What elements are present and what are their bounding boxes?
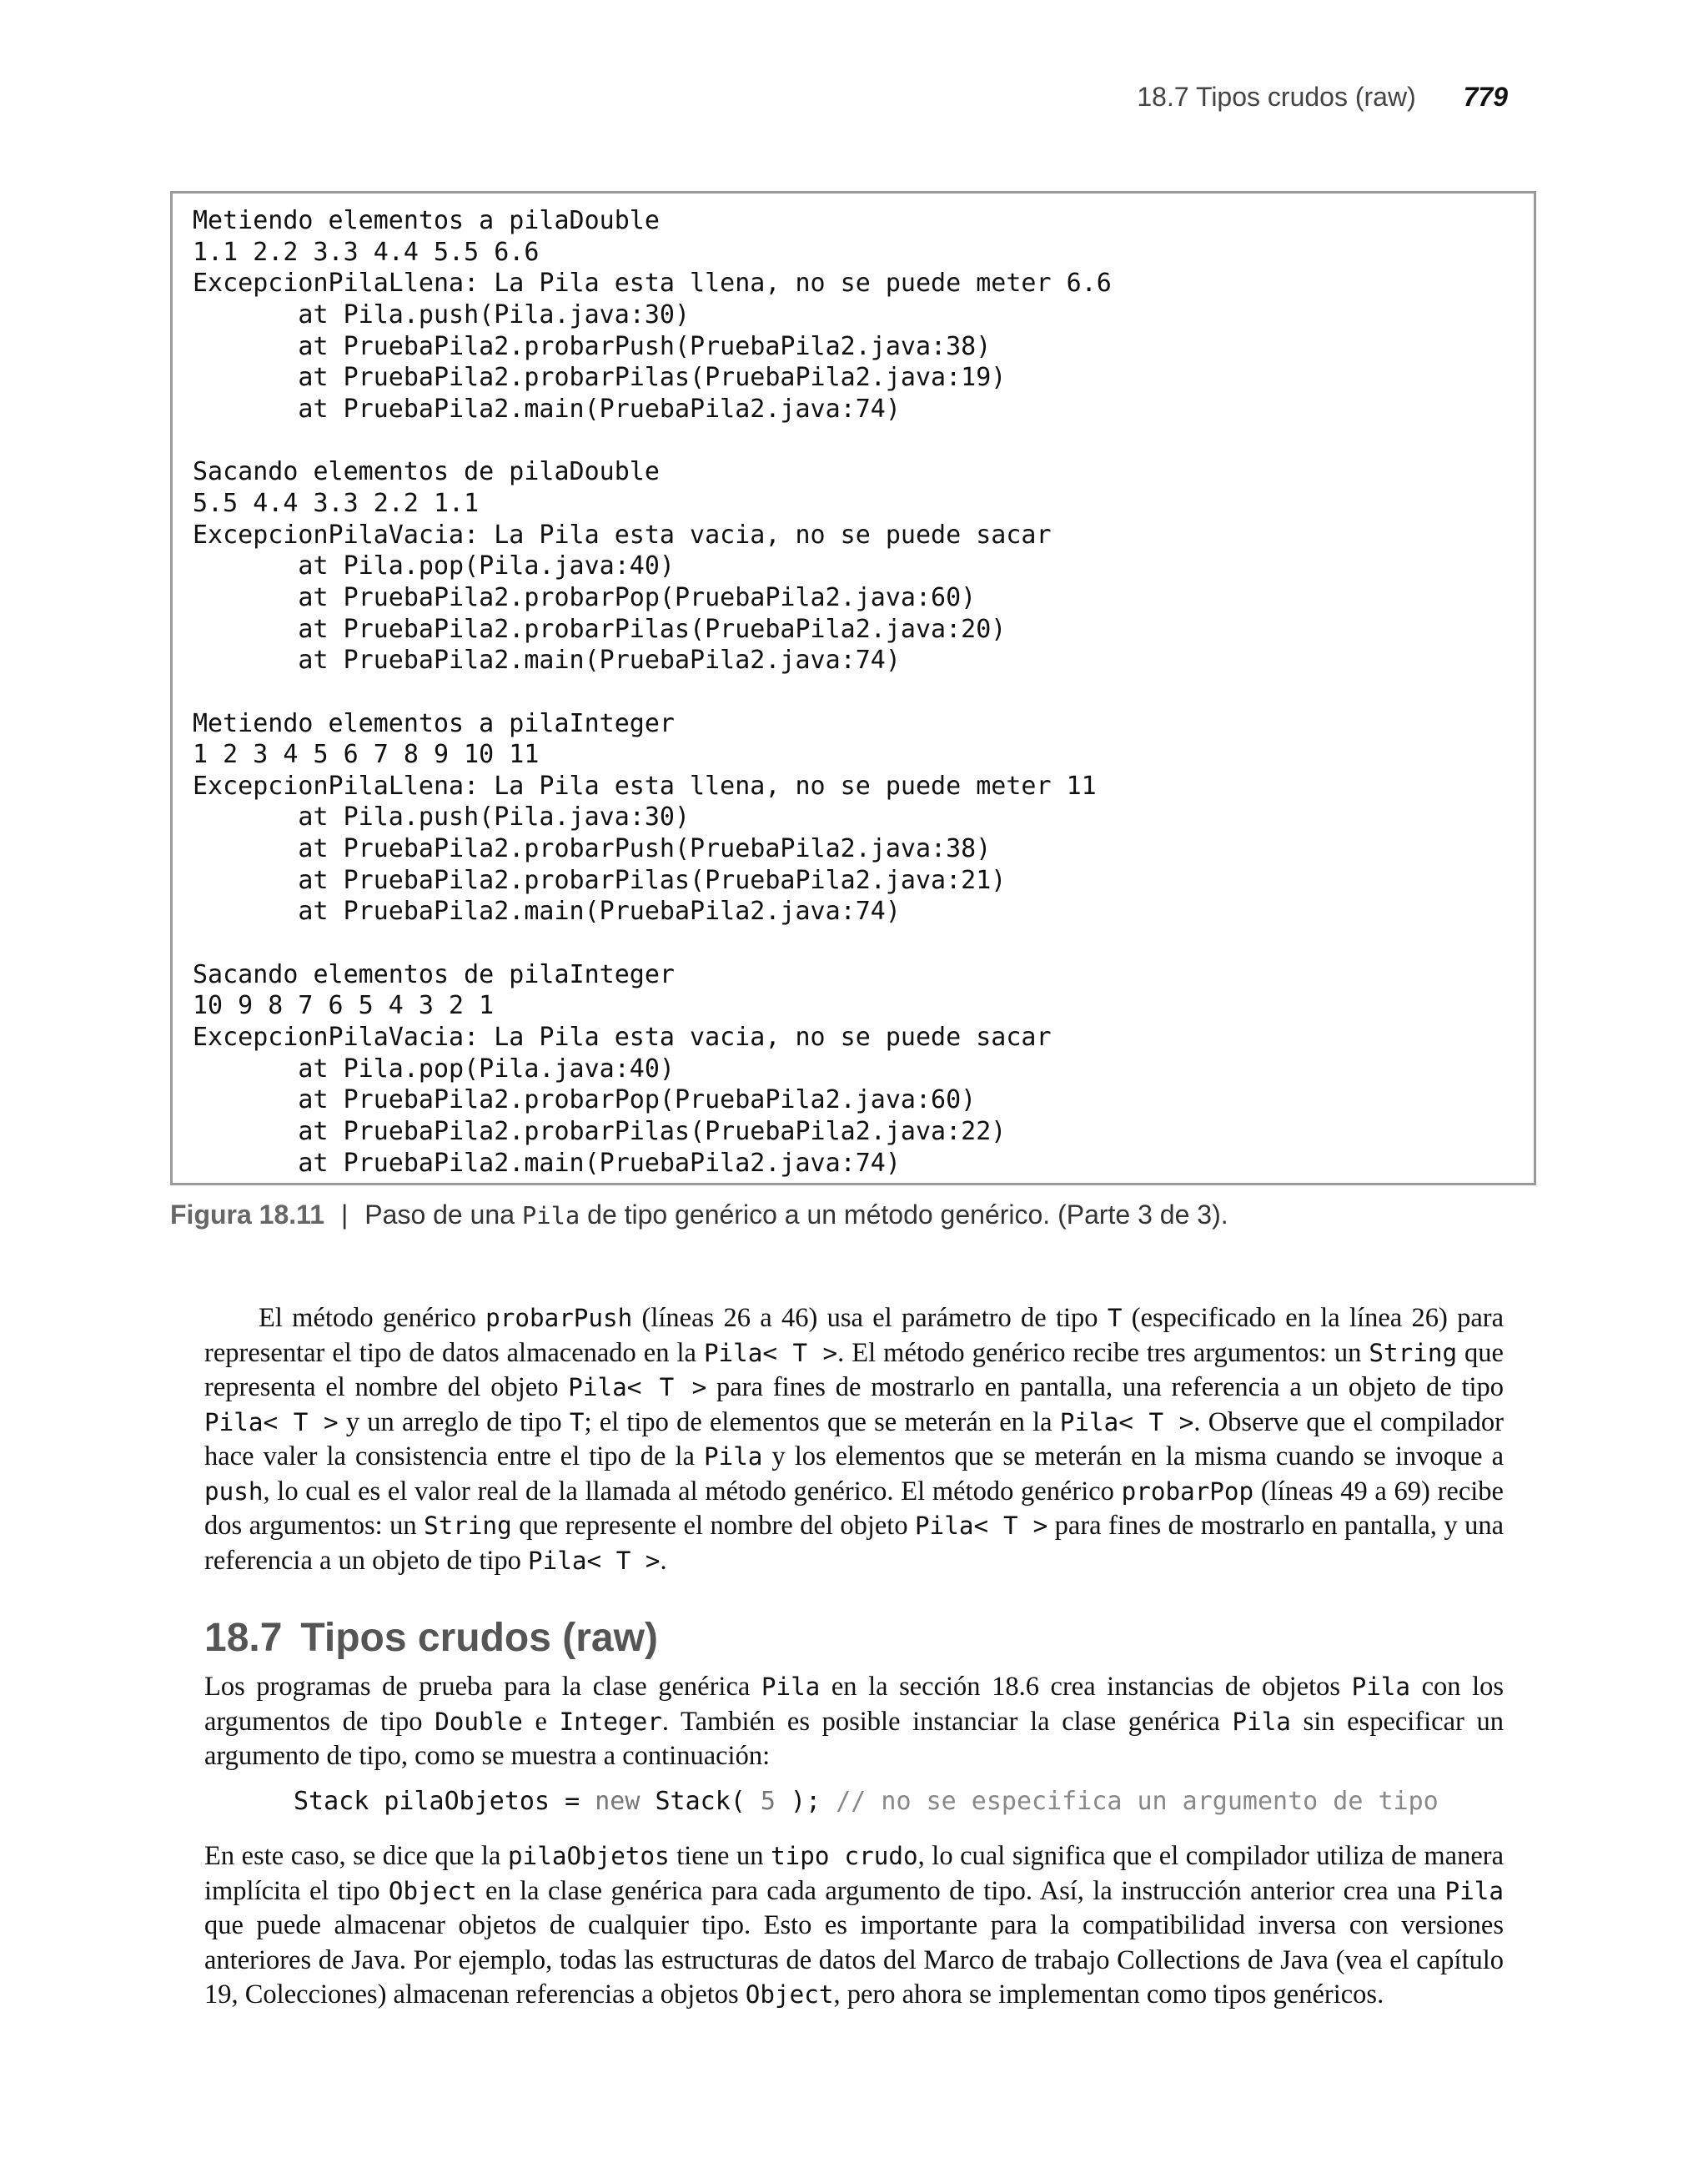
text-run: El método genérico	[259, 1303, 486, 1333]
text-run: que represente el nombre del objeto	[511, 1511, 916, 1541]
inline-code: Pila	[1351, 1672, 1411, 1701]
inline-code: Pila	[1232, 1707, 1291, 1736]
inline-code: push	[204, 1476, 264, 1506]
inline-code: String	[1369, 1338, 1458, 1367]
text-run: (líneas 49 a 69) recibe dos argumentos: un	[204, 1476, 1504, 1541]
inline-code: tipo crudo	[771, 1842, 918, 1870]
output-line: at PruebaPila2.probarPop(PruebaPila2.java:60)	[193, 1085, 977, 1115]
figure-label: Figura 18.11	[170, 1200, 324, 1230]
output-line: at PruebaPila2.probarPush(PruebaPila2.java:38)	[193, 834, 992, 864]
inline-code: Pila< T >	[915, 1512, 1048, 1540]
output-line: at PruebaPila2.probarPop(PruebaPila2.java:60)	[193, 582, 977, 612]
page-number: 779	[1463, 82, 1508, 112]
program-output-lines	[193, 205, 1112, 1179]
text-run: . Observe que el compilador hace valer la consistencia entre el tipo de la	[204, 1406, 1504, 1471]
caption-text	[364, 1200, 1228, 1230]
inline-code: probarPop	[1121, 1476, 1254, 1506]
text-run: y los elementos que se meterán en la misma cuando se invoque a	[762, 1441, 1504, 1471]
text-run: e	[522, 1706, 560, 1737]
section-number: 18.7	[204, 1616, 283, 1660]
output-line: at Pila.push(Pila.java:30)	[193, 802, 691, 832]
output-line: 10 9 8 7 6 5 4 3 2 1	[193, 991, 495, 1021]
code-comment: // no se especifica un argumento de tipo	[836, 1787, 1439, 1816]
output-line: ExcepcionPilaLlena: La Pila esta llena, no se puede meter 6.6	[193, 269, 1112, 299]
text-run: , lo cual es el valor real de la llamada al método genérico. El método genérico	[263, 1476, 1122, 1506]
inline-code: T	[569, 1407, 585, 1436]
output-line: at PruebaPila2.main(PruebaPila2.java:74)	[193, 1148, 901, 1178]
text-run: que representa el nombre del objeto	[204, 1337, 1504, 1402]
output-line: at Pila.pop(Pila.java:40)	[193, 551, 675, 581]
output-line: at PruebaPila2.main(PruebaPila2.java:74)	[193, 897, 901, 927]
paragraph-generic-methods	[204, 1301, 1504, 1578]
text-run: sin especificar un argumento de tipo, como se muestra a continuación:	[204, 1706, 1504, 1771]
output-line: 1.1 2.2 3.3 4.4 5.5 6.6	[193, 237, 540, 267]
code-number: 5	[760, 1787, 776, 1816]
text-run: de tipo genérico a un método genérico. (Parte 3 de 3).	[580, 1200, 1228, 1230]
code-keyword-new: new	[595, 1787, 640, 1816]
output-line: Sacando elementos de pilaInteger	[193, 959, 675, 989]
inline-code: Object	[745, 1980, 834, 2009]
text-run: Paso de una	[364, 1200, 522, 1230]
text-run: en la clase genérica para cada argumento de tipo. Así, la instrucción anterior crea una	[476, 1875, 1445, 1906]
output-line: 5.5 4.4 3.3 2.2 1.1	[193, 488, 480, 518]
figure-caption	[170, 1200, 1228, 1230]
text-run: En este caso, se dice que la	[204, 1841, 508, 1871]
inline-code: Pila< T >	[703, 1338, 838, 1367]
output-line: at PruebaPila2.probarPilas(PruebaPila2.java:19)	[193, 363, 1007, 393]
output-line: ExcepcionPilaLlena: La Pila esta llena, no se puede meter 11	[193, 771, 1097, 801]
text-run: (especificado en la línea 26) para representar el tipo de datos almacenado en la	[204, 1303, 1505, 1368]
output-line: at PruebaPila2.probarPilas(PruebaPila2.java:20)	[193, 614, 1007, 644]
text-run: que puede almacenar objetos de cualquier tipo. Esto es importante para la compatibilidad inversa con versiones anteriores de Java. Por ejemplo, todas las estructuras de datos del Marco de trabajo Collections de Java (vea el capítulo 19, Colecciones) almacenan referencias a objetos	[204, 1910, 1504, 2009]
output-line: at Pila.pop(Pila.java:40)	[193, 1054, 675, 1084]
inline-code: T	[1107, 1304, 1123, 1332]
code-part-2: Stack(	[640, 1787, 761, 1816]
inline-code: String	[424, 1512, 512, 1540]
inline-code: pilaObjetos	[508, 1842, 670, 1870]
text-run: ; el tipo de elementos que se meterán en la	[584, 1406, 1060, 1437]
section-title: Tipos crudos (raw)	[300, 1616, 658, 1660]
inline-code: Pila< T >	[204, 1407, 339, 1436]
output-line: Metiendo elementos a pilaDouble	[193, 206, 660, 235]
output-line: Sacando elementos de pilaDouble	[193, 457, 660, 487]
output-line: ExcepcionPilaVacia: La Pila esta vacia, no se puede sacar	[193, 1023, 1052, 1053]
program-output-box	[170, 191, 1536, 1185]
code-part-1: Stack pilaObjetos =	[294, 1787, 595, 1816]
inline-code: Pila	[703, 1442, 763, 1471]
inline-code: Pila	[521, 1201, 580, 1230]
output-line: at PruebaPila2.probarPilas(PruebaPila2.java:22)	[193, 1117, 1007, 1147]
text-run: tiene un	[669, 1841, 771, 1871]
output-line: at PruebaPila2.main(PruebaPila2.java:74)	[193, 646, 901, 676]
inline-code: Pila	[761, 1672, 821, 1701]
inline-code: Pila< T >	[568, 1373, 707, 1401]
text-run: , lo cual significa que el compilador utiliza de manera implícita el tipo	[204, 1841, 1504, 1906]
caption-separator: |	[340, 1200, 349, 1230]
inline-code: Object	[388, 1876, 477, 1905]
text-run: Los programas de prueba para la clase genérica	[204, 1672, 761, 1702]
text-run: . El método genérico recibe tres argumentos: un	[837, 1337, 1369, 1368]
section-heading	[204, 1615, 658, 1661]
output-line: at PruebaPila2.main(PruebaPila2.java:74)	[193, 394, 901, 424]
text-run: . También es posible instanciar la clase genérica	[661, 1706, 1233, 1737]
inline-code: Pila< T >	[1059, 1407, 1194, 1436]
output-line: at Pila.push(Pila.java:30)	[193, 299, 691, 329]
text-run: con los argumentos de tipo	[204, 1672, 1504, 1737]
inline-code: Double	[435, 1707, 523, 1736]
output-line: at PruebaPila2.probarPush(PruebaPila2.java:38)	[193, 331, 992, 361]
text-run: , pero ahora se implementan como tipos genéricos.	[833, 1979, 1384, 2009]
text-run: para fines de mostrarlo en pantalla, y una referencia a un objeto de tipo	[204, 1511, 1504, 1576]
inline-code: Integer	[559, 1707, 662, 1736]
output-line: Metiendo elementos a pilaInteger	[193, 708, 675, 738]
code-example	[294, 1787, 1439, 1816]
output-line: ExcepcionPilaVacia: La Pila esta vacia, no se puede sacar	[193, 520, 1052, 550]
inline-code: probarPush	[485, 1304, 633, 1332]
text-run: en la sección 18.6 crea instancias de objetos	[820, 1672, 1352, 1702]
output-line: at PruebaPila2.probarPilas(PruebaPila2.java:21)	[193, 865, 1007, 895]
running-header	[0, 82, 1508, 113]
text-run: y un arreglo de tipo	[338, 1406, 570, 1437]
paragraph-raw-type-explanation	[204, 1839, 1504, 2013]
text-run: para fines de mostrarlo en pantalla, una referencia a un objeto de tipo	[706, 1372, 1505, 1402]
text-run: (líneas 26 a 46) usa el parámetro de tipo	[632, 1303, 1108, 1333]
paragraph-raw-types-intro	[204, 1670, 1504, 1774]
code-part-3: );	[775, 1787, 836, 1816]
text-run: .	[660, 1545, 667, 1576]
inline-code: Pila	[1444, 1876, 1504, 1905]
inline-code: Pila< T >	[528, 1546, 661, 1575]
running-header-section: 18.7 Tipos crudos (raw)	[1137, 82, 1416, 112]
output-line: 1 2 3 4 5 6 7 8 9 10 11	[193, 740, 540, 770]
